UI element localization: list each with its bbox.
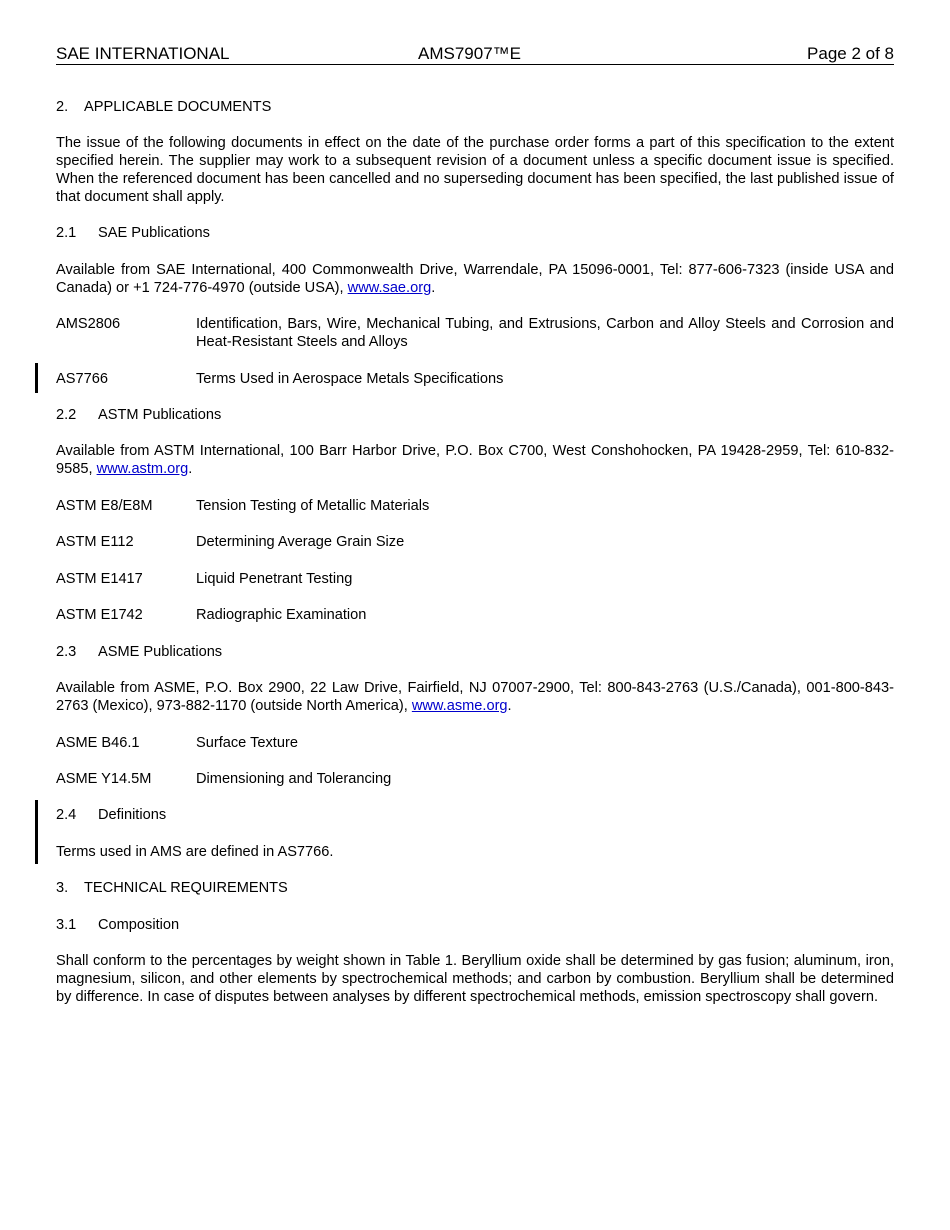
composition-text: Shall conform to the percentages by weight shown in Table 1. Beryllium oxide shall be determined by gas fusion; aluminum, iron, magnesium, silicon, and other elements by spectrochemical methods; and carbon by combustion. Beryllium shall be determined by difference. In case of disputes between analyses by different spectrochemical methods, emission spectroscopy shall govern. [56, 953, 894, 1005]
section-2-3-heading [56, 643, 894, 661]
section-2-2-heading [56, 406, 894, 424]
page-header [56, 44, 894, 65]
reference-description: Identification, Bars, Wire, Mechanical Tubing, and Extrusions, Carbon and Alloy Steels and Corrosion and Heat-Resistant Steels and Alloys [196, 316, 894, 350]
reference-row [56, 570, 894, 588]
reference-code: AS7766 [56, 371, 108, 387]
section-2-intro: The issue of the following documents in effect on the date of the purchase order forms a part of this specification to the extent specified herein. The supplier may work to a subsequent revision of a document unless a specific document issue is specified. When the referenced document has been cancelled and no superseding document has been specified, the last published issue of that document shall apply. [56, 135, 894, 205]
section-number: 2.3 [56, 644, 77, 660]
reference-code: AMS2806 [56, 316, 121, 332]
section-number: 2.4 [56, 807, 77, 823]
availability-text: Available from SAE International, 400 Commonwealth Drive, Warrendale, PA 15096-0001, Tel: 877-606-7323 (inside USA and Canada) or +1 724-776-4970 (outside USA), [56, 262, 894, 296]
section-title: Composition [98, 917, 180, 933]
reference-code: ASTM E112 [56, 534, 134, 550]
header-doc-id: AMS7907™E [418, 44, 521, 63]
section-number: 3.1 [56, 917, 77, 933]
reference-row [56, 533, 894, 551]
section-2-4-heading [56, 806, 894, 824]
section-title: TECHNICAL REQUIREMENTS [84, 880, 288, 896]
section-3-1-heading [56, 916, 894, 934]
availability-text: Available from ASME, P.O. Box 2900, 22 Law Drive, Fairfield, NJ 07007-2900, Tel: 800-843-2763 (U.S./Canada), 001-800-843-2763 (Mexico), 973-882-1170 (outside North America), [56, 680, 894, 714]
section-title: Definitions [98, 807, 167, 823]
definitions-text: Terms used in AMS are defined in AS7766. [56, 844, 334, 860]
section-number: 2.2 [56, 407, 77, 423]
reference-row [56, 770, 894, 788]
asme-availability: Available from ASME, P.O. Box 2900, 22 Law Drive, Fairfield, NJ 07007-2900, Tel: 800-843-2763 (U.S./Canada), 001-800-843-2763 (Mexico), 973-882-1170 (outside North America), www.asme.org. [56, 680, 894, 714]
section-number: 2.1 [56, 225, 77, 241]
sae-link[interactable]: www.sae.org [347, 280, 432, 296]
reference-description: Radiographic Examination [196, 607, 367, 623]
section-3-heading [56, 879, 894, 897]
astm-availability: Available from ASTM International, 100 Barr Harbor Drive, P.O. Box C700, West Conshohocken, PA 19428-2959, Tel: 610-832-9585, www.astm.org. [56, 443, 894, 477]
section-2-heading [56, 98, 894, 116]
reference-code: ASTM E8/E8M [56, 498, 153, 514]
reference-row [56, 370, 894, 388]
reference-code: ASTM E1742 [56, 607, 143, 623]
section-title: APPLICABLE DOCUMENTS [84, 99, 272, 115]
reference-row [56, 734, 894, 752]
reference-description: Liquid Penetrant Testing [196, 571, 353, 587]
sae-availability: Available from SAE International, 400 Commonwealth Drive, Warrendale, PA 15096-0001, Tel: 877-606-7323 (inside USA and Canada) or +1 724-776-4970 (outside USA), www.sae.org. [56, 262, 894, 296]
section-number: 3. [56, 880, 69, 896]
section-title: ASME Publications [98, 644, 223, 660]
reference-description: Surface Texture [196, 735, 298, 751]
header-page-number: Page 2 of 8 [807, 44, 894, 63]
asme-link[interactable]: www.asme.org [411, 698, 508, 714]
section-number: 2. [56, 99, 69, 115]
header-org: SAE INTERNATIONAL [56, 44, 230, 63]
reference-row [56, 606, 894, 624]
reference-code: ASME Y14.5M [56, 771, 152, 787]
reference-row [56, 315, 894, 351]
reference-code: ASTM E1417 [56, 571, 143, 587]
reference-row [56, 497, 894, 515]
reference-description: Dimensioning and Tolerancing [196, 771, 392, 787]
astm-link[interactable]: www.astm.org [96, 461, 189, 477]
section-2-1-heading [56, 224, 894, 242]
reference-description: Determining Average Grain Size [196, 534, 405, 550]
reference-description: Tension Testing of Metallic Materials [196, 498, 430, 514]
reference-code: ASME B46.1 [56, 735, 140, 751]
reference-description: Terms Used in Aerospace Metals Specifications [196, 371, 504, 387]
section-title: SAE Publications [98, 225, 210, 241]
availability-text: Available from ASTM International, 100 Barr Harbor Drive, P.O. Box C700, West Conshohocken, PA 19428-2959, Tel: 610-832-9585, [56, 443, 894, 477]
change-bar [35, 800, 38, 864]
change-bar [35, 363, 38, 393]
section-title: ASTM Publications [98, 407, 222, 423]
